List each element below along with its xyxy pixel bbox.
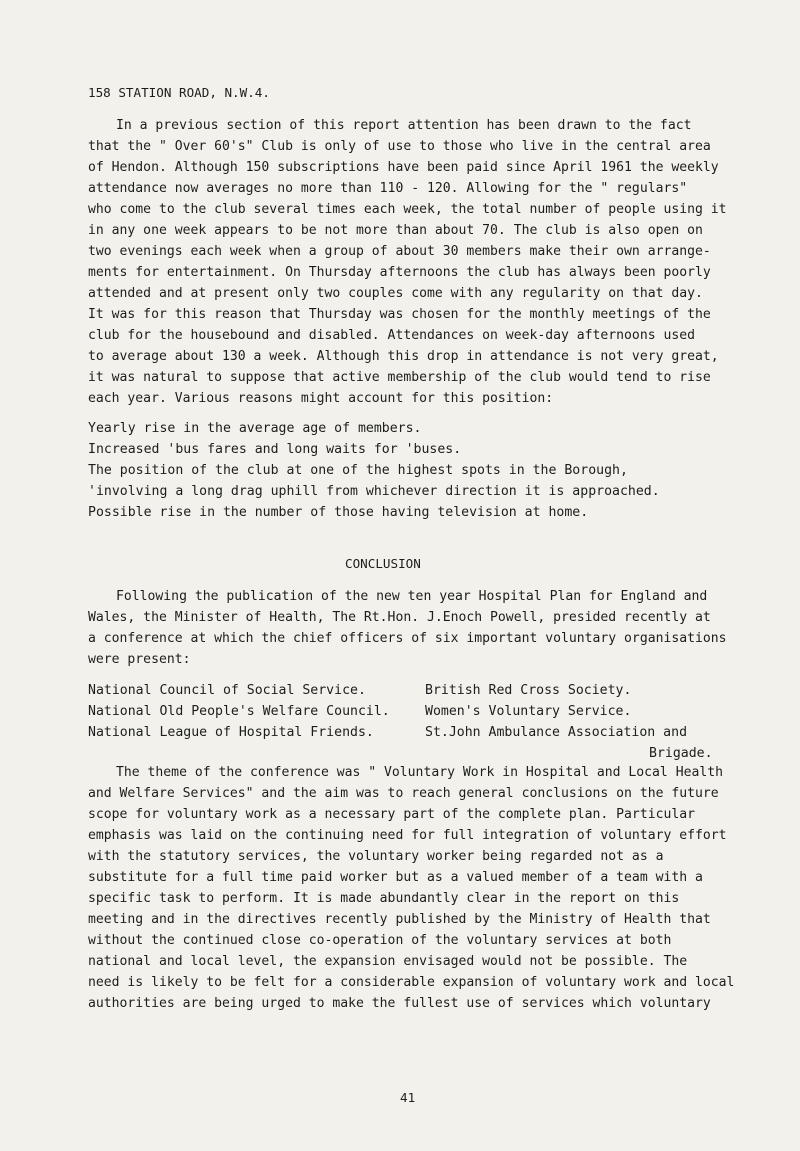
conclusion-paragraph: Following the publication of the new ten year Hospital Plan for England and Wales, the Minister of Health, The Rt.Hon. J.Enoch Powell, presided recently at a conference at which the chief officers of six important voluntary organisations were present: — [88, 589, 727, 667]
reason-item: Yearly rise in the average age of members. — [88, 421, 422, 436]
organisations-left-column — [88, 680, 390, 743]
organisation-item: St.John Ambulance Association and — [425, 725, 688, 740]
intro-paragraph: In a previous section of this report attention has been drawn to the fact that the " Over 60's" Club is only of use to those who live in the central area of Hendon. Although 150 subscriptions have been paid since April 1961 the weekly attendance now averages no more than 110 - 120. Allowing for the " regulars" who come to the club several times each week, the total number of people using it in any one week appears to be not more than about 70. The club is also open on two evenings each week when a group of about 30 members make their own arrange- ments for entertainment. On Thursday afternoons the club has always been poorly attended and at present only two couples come with any regularity on that day. It was for this reason that Thursday was chosen for the monthly meetings of the club for the housebound and disabled. Attendances on week-day afternoons used to average about 130 a week. Although this drop in attendance is not very great, it was natural to suppose that active membership of the club would tend to rise each year. Various reasons might account for this position: — [88, 118, 727, 406]
organisation-item: National League of Hospital Friends. — [88, 725, 374, 740]
organisation-item: Brigade. — [649, 746, 713, 761]
organisation-item: British Red Cross Society. — [425, 683, 632, 698]
organisation-item: Women's Voluntary Service. — [425, 704, 632, 719]
reason-item: Increased 'bus fares and long waits for 'buses. — [88, 442, 462, 457]
address-heading: 158 STATION ROAD, N.W.4. — [88, 85, 270, 100]
reason-item: The position of the club at one of the highest spots in the Borough, — [88, 463, 628, 478]
organisation-item: National Old People's Welfare Council. — [88, 704, 390, 719]
reason-item: 'involving a long drag uphill from whichever direction it is approached. — [88, 484, 660, 499]
reason-item: Possible rise in the number of those having television at home. — [88, 505, 589, 520]
reasons-list — [88, 418, 660, 523]
organisation-item: National Council of Social Service. — [88, 683, 366, 698]
conclusion-title: CONCLUSION — [345, 556, 421, 571]
theme-paragraph: The theme of the conference was " Voluntary Work in Hospital and Local Health and Welfare Services" and the aim was to reach general conclusions on the future scope for voluntary work as a necessary part of the complete plan. Particular emphasis was laid on the continuing need for full integration of voluntary effort with the statutory services, the voluntary worker being regarded not as a substitute for a full time paid worker but as a valued member of a team with a specific task to perform. It is made abundantly clear in the report on this meeting and in the directives recently published by the Ministry of Health that without the continued close co-operation of the voluntary services at both national and local level, the expansion envisaged would not be possible. The need is likely to be felt for a considerable expansion of voluntary work and local authorities are being urged to make the fullest use of services which voluntary — [88, 765, 735, 1011]
page-number: 41 — [400, 1090, 416, 1105]
organisations-right-column — [425, 680, 713, 764]
